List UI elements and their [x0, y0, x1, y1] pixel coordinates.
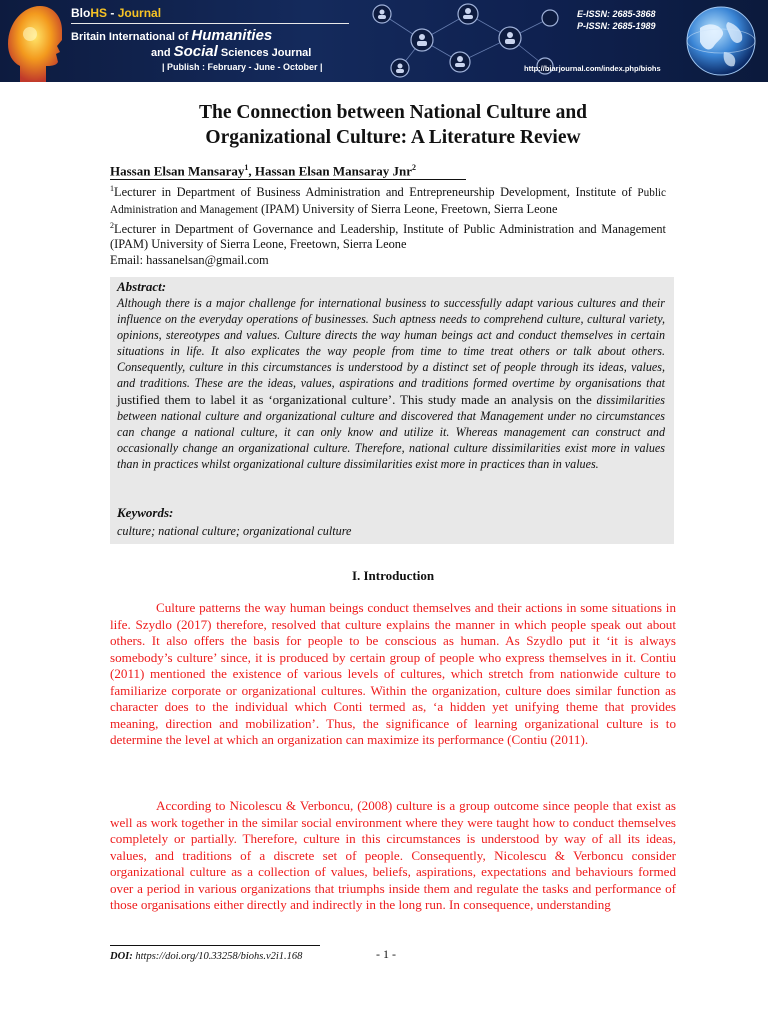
journal-title-line2: and Social Sciences Journal — [151, 43, 312, 60]
globe-icon — [678, 2, 764, 80]
keywords-heading: Keywords: — [117, 505, 174, 520]
brand-name: BloHS - Journal — [71, 6, 162, 20]
affiliation-1: $^1$Lecturer in Department of Business Administration and Entrepreneurship Development, Institute of Public Administration and Management (IPAM) University of Sierra Leone, Freetown, Sierra Leone — [110, 184, 666, 216]
body-paragraph-2: According to Nicolescu & Verboncu, (2008) culture is a group outcome since people that exist as well as work together in the similar social environment where they were taught how to conduct themselves completely or partially. Therefore, culture in this circumstances is understood by way of all its ideas, values, and traditions of a discrete set of people. Consequently, Nicolescu & Verboncu consider organizational culture as a collection of values, beliefs, aspirations, expectations and behaviours formed over a period in various organizations that triumphs inside them and regulate the tasks and performance of those organisations either directly and indirectly in the long run. In consequence, understanding — [110, 798, 676, 912]
banner-divider — [71, 23, 349, 24]
footnote-rule — [110, 945, 320, 946]
affiliation-2: $^2$Lecturer in Department of Governance and Leadership, Institute of Public Administration and Management (IPAM) University of Sierra Leone, Freetown, Sierra Leone — [110, 220, 666, 252]
article-title: The Connection between National Culture and Organizational Culture: A Literature Review — [198, 102, 588, 148]
section-heading-introduction: I. Introduction — [351, 568, 435, 583]
body-paragraph-1: Culture patterns the way human beings conduct themselves and their actions in some situations in life. Szydlo (2017) therefore, resolved that culture explains the manner in which people speak out about others. It also offers the basis for people to be conscious as human. As Szydlo put it ‘it is always somebody’s culture’ since, it is produced by certain group of people who express themselves in it. Contiu (2011) mentioned the existence of various levels of cultures, which stretch from nationwide culture to familiarize corporate or organizational cultures. Within the organization, culture does similar function as character does to the individual which Conti termed as, ‘a hidden yet unifying theme that provides meaning, direction and mobilization’. Thus, the significance of learning organizational culture is to determine the level at which an organization can maximize its performance (Contiu (2011). — [110, 600, 676, 747]
keywords-text: culture; national culture; organizational culture — [117, 524, 352, 538]
abstract-box — [110, 277, 674, 544]
author-email: Email: hassanelsan@gmail.com — [110, 252, 269, 267]
page-number: - 1 - — [376, 947, 396, 961]
author-underline — [110, 179, 466, 180]
journal-title-line1: Britain International of Humanities — [71, 27, 273, 44]
pissn: P-ISSN: 2685-1989 — [577, 21, 656, 31]
author-1: Hassan Elsan Mansaray — [110, 163, 245, 179]
abstract-text: Although there is a major challenge for international business to successfully adapt various cultures and their influence on the everyday operations of businesses. Such aptness needs to comprehend culture, cultural variety, opinions, stereotypes and values. Culture directs the way human beings act and conduct themselves in certain situations in life. It also explicates the way people from time to time treat others or talk about others. Consequently, culture in this circumstances is understood by a distinct set of people through its ideas, values, and traditions. These are the ideas, values, aspirations and traditions formed overtime by organisations that justified them to label it as ‘organizational culture’. This study made an analysis on the dissimilarities between national culture and organizational culture and discovered that Management under no circumstances can change a national culture, it can only know and utilize it. Whereas management can construct and occasionally change an organizational culture. Therefore, national culture dissimilarities exist more in values than in practices whilst organizational culture dissimilarities exist more in practices than in values. — [117, 296, 665, 471]
doi-footnote — [110, 951, 302, 962]
publish-schedule: | Publish : February - June - October | — [162, 62, 323, 72]
author-2: Hassan Elsan Mansaray Jnr — [254, 163, 412, 179]
doi-label: DOI: — [110, 951, 133, 962]
eissn: E-ISSN: 2685-3868 — [577, 9, 656, 19]
abstract-heading: Abstract: — [117, 279, 167, 294]
journal-banner — [0, 0, 768, 82]
author-line: Hassan Elsan Mansaray$^1$, Hassan Elsan Mansaray Jnr$^2$ — [110, 163, 416, 179]
issn-block — [577, 8, 656, 32]
journal-url[interactable]: http://biarjournal.com/index.php/biohs — [524, 64, 661, 73]
doi-link[interactable]: https://doi.org/10.33258/biohs.v2i1.168 — [132, 951, 303, 962]
head-silhouette-logo — [2, 0, 62, 82]
affiliations — [110, 181, 666, 268]
